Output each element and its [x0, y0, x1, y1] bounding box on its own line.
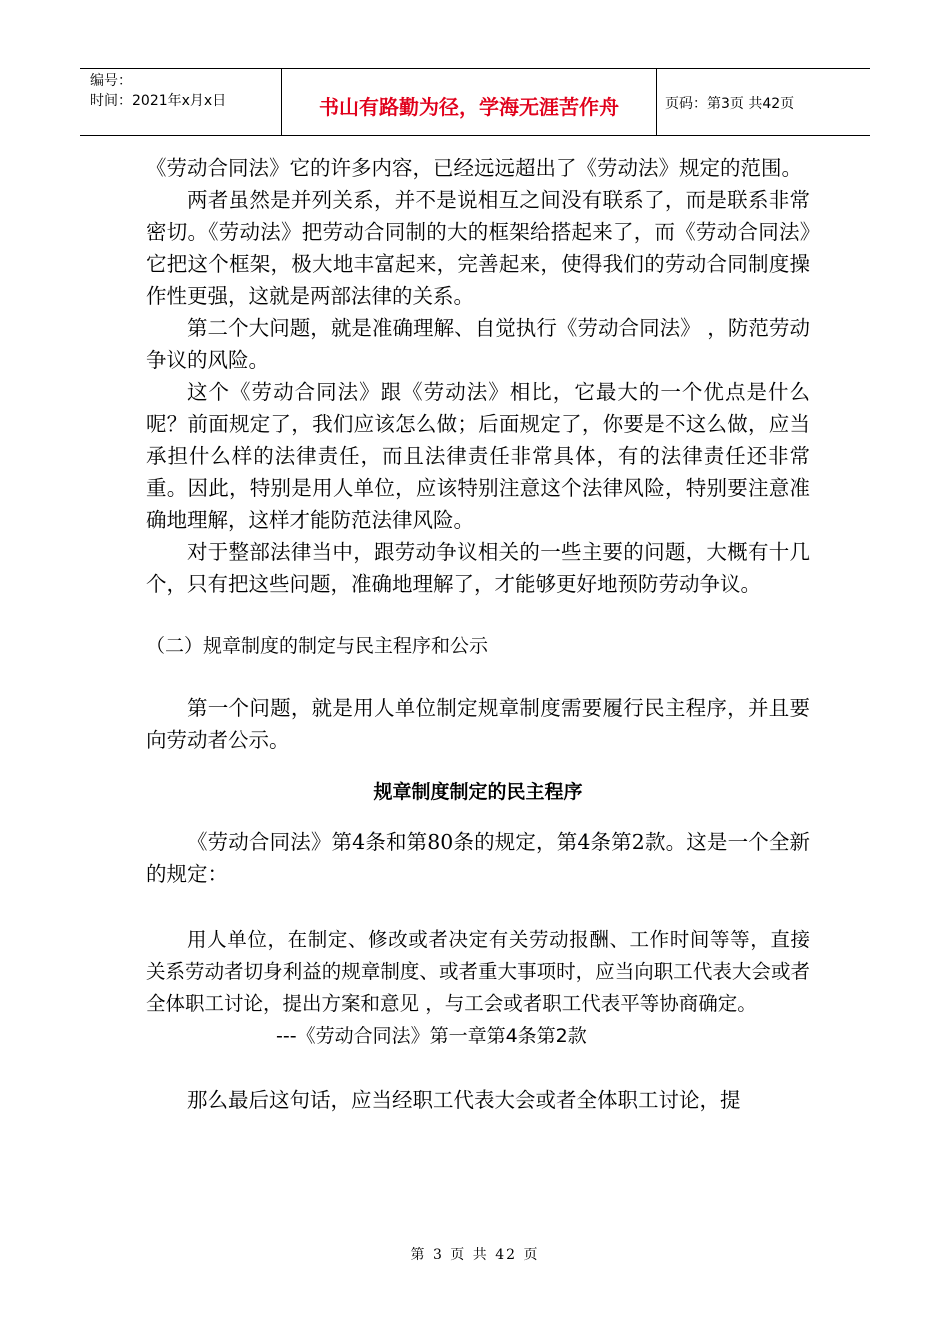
- page-footer: [0, 1244, 950, 1264]
- paragraph: 这个《劳动合同法》跟《劳动法》相比，它最大的一个优点是什么呢？前面规定了，我们应该怎么做；后面规定了，你要是不这么做，应当承担什么样的法律责任，而且法律责任非常具体，有的法律责任还非常重。因此，特别是用人单位，应该特别注意这个法律风险，特别要注意准确地理解，这样才能防范法律风险。: [146, 380, 810, 532]
- header-motto: [282, 69, 657, 135]
- header-page-label: 页码：第3页 共42页: [665, 96, 795, 112]
- section-heading: （二）规章制度的制定与民主程序和公示: [146, 635, 489, 657]
- paragraph: 第一个问题，就是用人单位制定规章制度需要履行民主程序，并且要向劳动者公示。: [146, 696, 810, 752]
- document-header: [80, 68, 870, 136]
- law-quote-source: ---《劳动合同法》第一章第4条第2款: [276, 1025, 587, 1047]
- paragraph: 对于整部法律当中，跟劳动争议相关的一些主要的问题，大概有十几个，只有把这些问题，准确地理解了，才能够更好地预防劳动争议。: [146, 540, 810, 596]
- header-page-cell: [657, 69, 870, 135]
- spacer: [146, 600, 810, 630]
- center-heading: 规章制度制定的民主程序: [373, 781, 583, 803]
- paragraph: 那么最后这句话，应当经职工代表大会或者全体职工讨论，提: [187, 1088, 741, 1112]
- spacer: [146, 662, 810, 692]
- law-quote: 用人单位，在制定、修改或者决定有关劳动报酬、工作时间等等，直接关系劳动者切身利益的规章制度、或者重大事项时，应当向职工代表大会或者全体职工讨论，提出方案和意见 ，与工会或者职工代表平等协商确定。: [146, 928, 810, 1015]
- document-number-label: 编号：: [90, 73, 132, 89]
- spacer: [146, 756, 810, 776]
- spacer: [146, 808, 810, 826]
- document-date-label: 时间：2021年x月x日: [90, 93, 227, 109]
- paragraph: 两者虽然是并列关系，并不是说相互之间没有联系了，而是联系非常密切。《劳动法》把劳动合同制的大的框架给搭起来了，而《劳动合同法》它把这个框架，极大地丰富起来，完善起来，使得我们的劳动合同制度操作性更强，这就是两部法律的关系。: [146, 188, 810, 308]
- motto-text: 书山有路勤为径，学海无涯苦作舟: [319, 94, 619, 119]
- spacer: [146, 890, 810, 924]
- spacer: [146, 1052, 810, 1084]
- paragraph: 《劳动合同法》它的许多内容，已经远远超出了《劳动法》规定的范围。: [146, 156, 802, 180]
- paragraph: 第二个大问题，就是准确理解、自觉执行《劳动合同法》 ，防范劳动争议的风险。: [146, 316, 810, 372]
- header-meta-cell: [80, 69, 282, 135]
- document-body: [146, 152, 810, 1116]
- footer-page-number: 第 3 页 共 42 页: [410, 1247, 540, 1263]
- paragraph: 《劳动合同法》第4条和第80条的规定，第4条第2款。这是一个全新的规定：: [146, 830, 810, 886]
